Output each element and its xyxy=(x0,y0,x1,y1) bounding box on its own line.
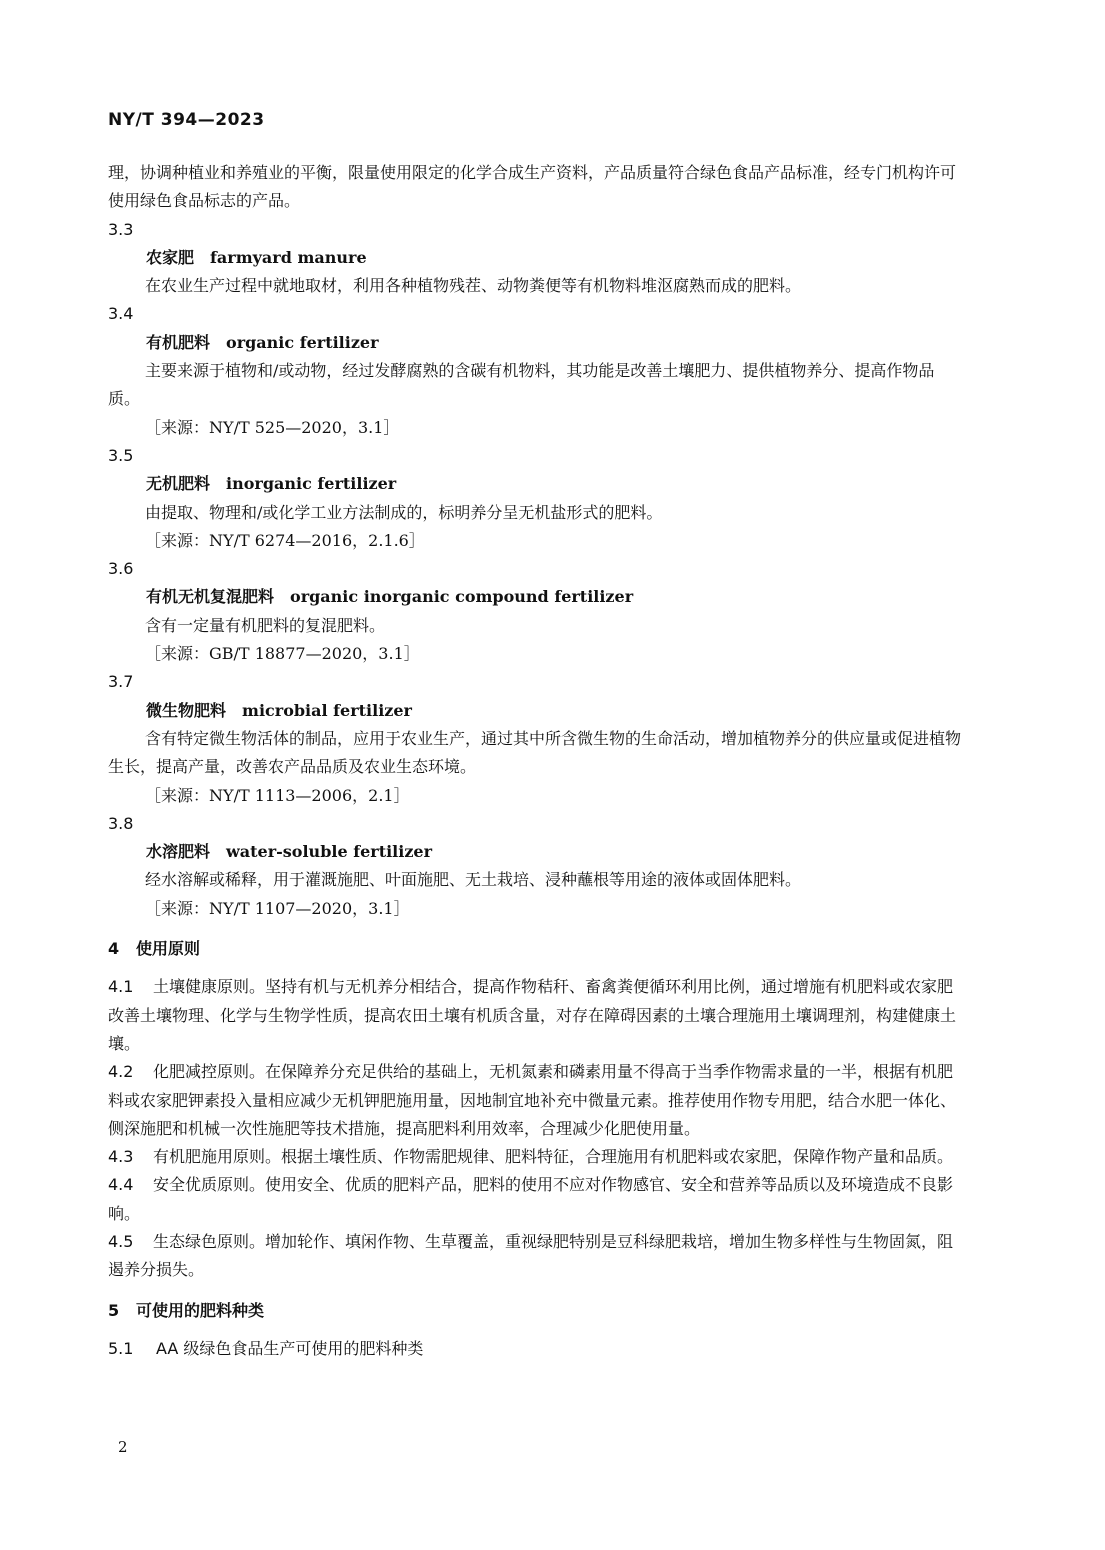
term-heading xyxy=(108,470,963,498)
clause-paragraph xyxy=(108,1058,963,1143)
term-number: 3.5 xyxy=(108,445,134,465)
term-english: organic inorganic compound fertilizer xyxy=(290,587,634,607)
clause-paragraph xyxy=(108,1143,963,1171)
term-source: ［来源：NY/T 6274—2016，2.1.6］ xyxy=(145,530,425,550)
term-number: 3.6 xyxy=(108,559,134,579)
term-entry xyxy=(108,555,963,668)
term-source: ［来源：GB/T 18877—2020，3.1］ xyxy=(145,644,420,664)
term-chinese: 有机无机复混肥料 xyxy=(146,587,275,607)
clause-text: 土壤健康原则。坚持有机与无机养分相结合，提高作物秸秆、畜禽粪便循环利用比例，通过增施有机肥料或农家肥改善土壤物理、化学与生物学性质，提高农田土壤有机质含量，对存在障碍因素的土壤合理施用土壤调理剂，构建健康土壤。 xyxy=(108,977,957,1053)
term-heading xyxy=(108,244,963,272)
section-5-heading xyxy=(108,1297,963,1325)
page-number: 2 xyxy=(118,1438,128,1456)
term-entry xyxy=(108,442,963,555)
clause-paragraph xyxy=(108,1228,963,1285)
term-definition: 由提取、物理和/或化学工业方法制成的，标明养分呈无机盐形式的肥料。 xyxy=(145,502,663,522)
section-4-heading xyxy=(108,935,963,963)
term-entry xyxy=(108,300,963,441)
clause-paragraph xyxy=(108,1171,963,1228)
clause-number: 4.3 xyxy=(108,1147,134,1167)
clause-text: 生态绿色原则。增加轮作、填闲作物、生草覆盖，重视绿肥特别是豆科绿肥栽培，增加生物多样性与生物固氮，阻遏养分损失。 xyxy=(108,1231,954,1280)
section-title: 使用原则 xyxy=(136,939,201,959)
term-source: ［来源：NY/T 1113—2006，2.1］ xyxy=(145,785,410,805)
clause-paragraph xyxy=(108,973,963,1058)
term-heading xyxy=(108,583,963,611)
section-number: 4 xyxy=(108,939,120,959)
term-definition: 主要来源于植物和/或动物，经过发酵腐熟的含碳有机物料，其功能是改善土壤肥力、提供植物养分、提高作物品质。 xyxy=(108,361,935,409)
terms-list xyxy=(108,216,963,923)
clause-number: 4.5 xyxy=(108,1231,134,1251)
term-entry xyxy=(108,810,963,923)
term-number: 3.3 xyxy=(108,219,134,239)
term-definition: 经水溶解或稀释，用于灌溉施肥、叶面施肥、无土栽培、浸种蘸根等用途的液体或固体肥料。 xyxy=(145,870,802,890)
term-source: ［来源：NY/T 525—2020，3.1］ xyxy=(145,417,400,437)
term-definition: 含有特定微生物活体的制品，应用于农业生产，通过其中所含微生物的生命活动，增加植物养分的供应量或促进植物生长，提高产量，改善农产品品质及农业生态环境。 xyxy=(108,728,962,777)
clause-number: 4.1 xyxy=(108,977,134,997)
term-english: inorganic fertilizer xyxy=(226,474,397,494)
clause-number: 4.4 xyxy=(108,1175,134,1195)
term-entry xyxy=(108,668,963,809)
term-chinese: 有机肥料 xyxy=(146,332,211,352)
term-chinese: 无机肥料 xyxy=(146,474,211,494)
term-number: 3.4 xyxy=(108,304,134,324)
term-english: microbial fertilizer xyxy=(242,700,412,720)
term-english: organic fertilizer xyxy=(226,332,379,352)
term-heading xyxy=(108,697,963,725)
term-english: water-soluble fertilizer xyxy=(226,842,433,862)
term-number: 3.7 xyxy=(108,672,134,692)
term-english: farmyard manure xyxy=(210,247,367,267)
clause-text: 有机肥施用原则。根据土壤性质、作物需肥规律、肥料特征，合理施用有机肥料或农家肥，保障作物产量和品质。 xyxy=(153,1147,954,1167)
subsection-title: AA 级绿色食品生产可使用的肥料种类 xyxy=(156,1338,424,1358)
term-chinese: 农家肥 xyxy=(146,247,195,267)
clause-text: 化肥减控原则。在保障养分充足供给的基础上，无机氮素和磷素用量不得高于当季作物需求量的一半，根据有机肥料或农家肥钾素投入量相应减少无机钾肥施用量，因地制宜地补充中微量元素。推荐使用作物专用肥，结合水肥一体化、侧深施肥和机械一次性施肥等技术措施，提高肥料利用效率，合理减少化肥使用量。 xyxy=(108,1062,957,1138)
clause-text: 安全优质原则。使用安全、优质的肥料产品，肥料的使用不应对作物感官、安全和营养等品质以及环境造成不良影响。 xyxy=(108,1175,954,1223)
section-title: 可使用的肥料种类 xyxy=(136,1300,265,1320)
standard-code-header: NY/T 394—2023 xyxy=(108,110,265,130)
subsection-number: 5.1 xyxy=(108,1338,134,1358)
continuation-paragraph: 理，协调种植业和养殖业的平衡，限量使用限定的化学合成生产资料，产品质量符合绿色食品产品标准，经专门机构许可使用绿色食品标志的产品。 xyxy=(108,163,957,211)
term-definition: 在农业生产过程中就地取材，利用各种植物残茬、动物粪便等有机物料堆沤腐熟而成的肥料。 xyxy=(145,276,802,296)
subsection-5-1-heading xyxy=(108,1335,963,1363)
section-number: 5 xyxy=(108,1300,120,1320)
term-heading xyxy=(108,329,963,357)
term-number: 3.8 xyxy=(108,813,134,833)
term-heading xyxy=(108,838,963,866)
term-entry xyxy=(108,216,963,301)
clauses-list xyxy=(108,973,963,1284)
term-definition: 含有一定量有机肥料的复混肥料。 xyxy=(145,615,386,635)
clause-number: 4.2 xyxy=(108,1062,134,1082)
page-content xyxy=(108,159,963,1363)
term-source: ［来源：NY/T 1107—2020，3.1］ xyxy=(145,898,410,918)
term-chinese: 微生物肥料 xyxy=(146,700,227,720)
term-chinese: 水溶肥料 xyxy=(146,842,211,862)
